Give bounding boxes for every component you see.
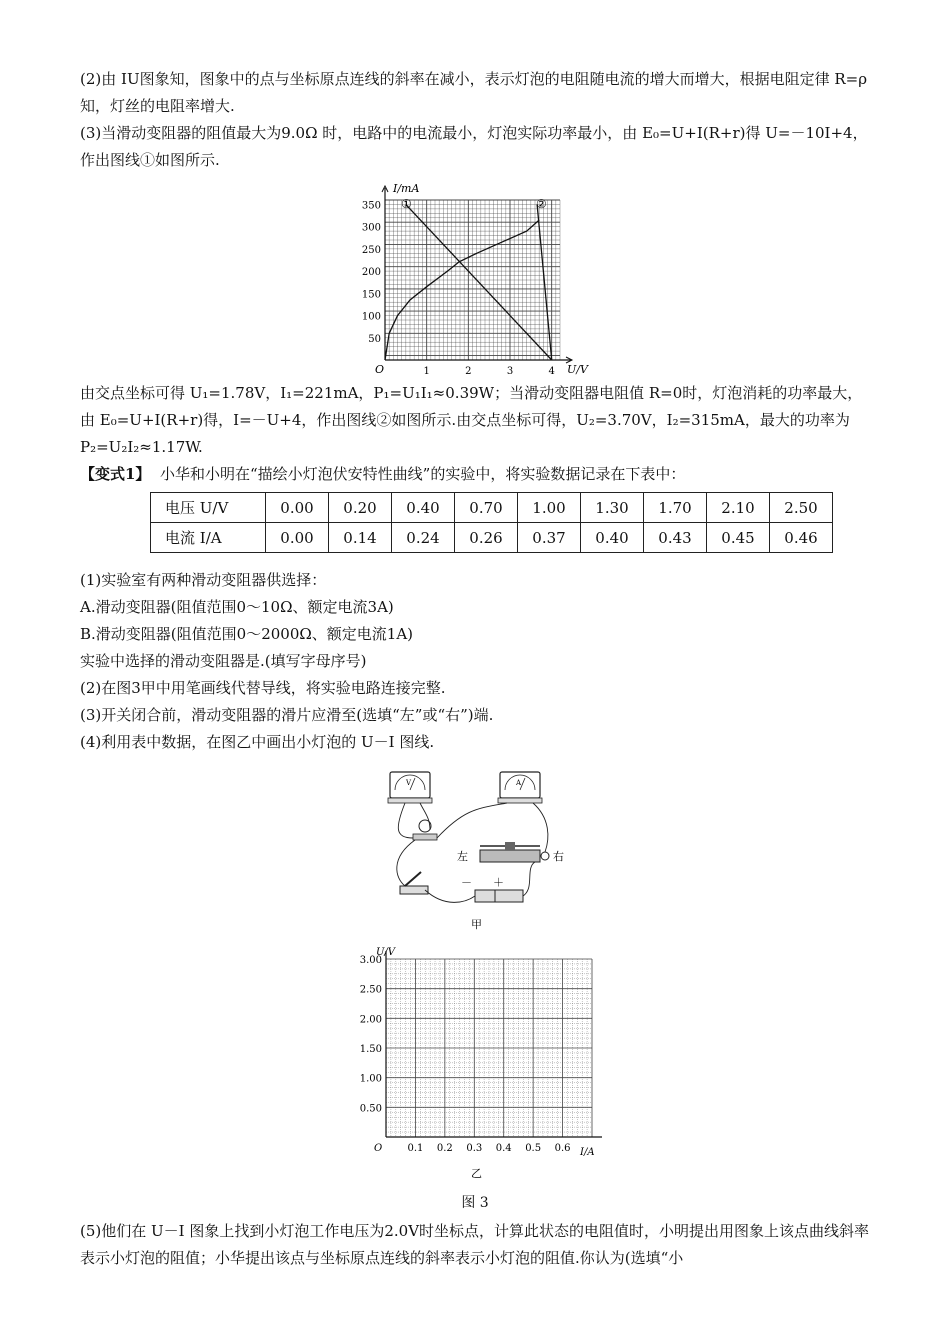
paragraph-3: (3)当滑动变阻器的阻值最大为9.0Ω 时，电路中的电流最小，灯泡实际功率最小，由 E₀=U+I(R+r)得 U=－10I+4，作出图线①如图所示. [80,124,868,169]
question-2: (2)在图3甲中用笔画线代替导线，将实验电路连接完整. [80,679,446,697]
table-cell: 2.10 [707,493,770,523]
table-cell: 1.70 [644,493,707,523]
table-cell: 0.70 [455,493,518,523]
table-cell: 0.20 [329,493,392,523]
paragraph-2: (2)由 IU图象知，图象中的点与坐标原点连线的斜率在减小，表示灯泡的电阻随电流的增大而增大，根据电阻定律 R=ρ 知，灯丝的电阻率增大. [80,70,868,115]
table-head-voltage: 电压 U/V [151,493,266,523]
document-body-3 [80,1218,875,1272]
table-cell: 1.00 [518,493,581,523]
table-cell: 0.40 [392,493,455,523]
voltmeter-label: V [406,779,412,787]
option-b: B.滑动变阻器(阻值范围0～2000Ω、额定电流1A) [80,625,414,643]
question-3: (3)开关闭合前，滑动变阻器的滑片应滑至(选填“左”或“右”)端. [80,706,494,724]
y-tick-label: 2.50 [359,984,382,996]
ui-grid-chart [348,945,608,1194]
variant-intro [80,461,875,488]
battery-plus: ＋ [493,876,504,889]
voltmeter [388,772,432,803]
ui-chart-caption: 乙 [471,1167,482,1180]
table-cell: 0.00 [266,523,329,553]
x-tick-label: 0.2 [436,1143,453,1154]
document-body-2 [80,380,875,756]
y-tick-label: 0.50 [359,1103,382,1115]
x-tick-label: 4 [548,366,555,377]
y-tick-label: 1.50 [359,1044,382,1055]
y-tick-label: 1.00 [359,1073,382,1085]
table-cell: 0.24 [392,523,455,553]
rheostat-right-label: 右 [553,850,564,863]
rheostat-left-label: 左 [457,850,468,863]
x-tick-label: 0.5 [525,1143,542,1154]
ui-chart-ylabel: U/V [376,947,396,958]
figure-caption-wrap [0,1192,950,1212]
table-cell: 0.46 [770,523,833,553]
question-1: (1)实验室有两种滑动变阻器供选择： [80,571,327,589]
option-a: A.滑动变阻器(阻值范围0～10Ω、额定电流3A) [80,598,394,616]
y-tick-label: 2.00 [359,1014,382,1026]
curve-1-marker: ① [401,197,412,211]
y-tick-label: 350 [361,200,381,212]
x-tick-label: 0.3 [466,1143,483,1154]
ui-grid-svg [348,945,608,1190]
circuit-caption: 甲 [471,918,482,931]
table-row-current [151,523,833,553]
rheostat-icon [480,842,549,862]
table-cell: 0.00 [266,493,329,523]
x-tick-label: 0.4 [495,1143,512,1154]
y-tick-label: 50 [368,333,381,345]
table-cell: 2.50 [770,493,833,523]
table-cell: 0.26 [455,523,518,553]
ui-chart-origin: O [374,1143,383,1154]
table-cell: 0.37 [518,523,581,553]
question-1b: 实验中选择的滑动变阻器是.(填写字母序号) [80,652,367,670]
table-cell: 0.14 [329,523,392,553]
y-tick-label: 3.00 [359,955,382,966]
ammeter-label: A [516,779,522,787]
battery-icon [475,890,523,902]
question-5: (5)他们在 U－I 图象上找到小灯泡工作电压为2.0V时坐标点，计算此状态的电阻值时，小明提出用图象上该点曲线斜率表示小灯泡的阻值；小华提出该点与坐标原点连线的斜率表示小灯泡的阻值.你认为(选填“小 [80,1222,870,1267]
x-tick-label: 1 [423,366,430,377]
document-body [80,66,875,174]
iu-chart-ylabel: I/mA [393,182,420,195]
table-cell: 0.40 [581,523,644,553]
x-tick-label: 0.1 [407,1143,424,1154]
x-tick-label: 2 [465,366,472,377]
iu-chart-xlabel: U/V [567,363,588,376]
bulb-icon [413,820,437,840]
circuit-svg [385,768,575,938]
table-row-voltage [151,493,833,523]
y-tick-label: 100 [361,311,381,323]
circuit-figure [385,768,575,942]
table-head-current: 电流 I/A [151,523,266,553]
table-cell: 1.30 [581,493,644,523]
variant-text: 小华和小明在“描绘小灯泡伏安特性曲线”的实验中，将实验数据记录在下表中： [159,465,686,483]
y-tick-label: 200 [361,267,381,279]
data-table [150,492,833,553]
ammeter [498,772,542,803]
y-tick-label: 250 [361,244,381,256]
switch-icon [400,872,428,894]
iu-chart [345,180,605,384]
iu-chart-svg [345,180,605,380]
table-cell: 0.45 [707,523,770,553]
iu-chart-origin: O [375,363,385,376]
series-line-0 [385,220,539,360]
x-tick-label: 3 [506,366,514,377]
y-tick-label: 300 [361,222,381,234]
question-4: (4)利用表中数据，在图乙中画出小灯泡的 U－I 图线. [80,733,435,751]
x-tick-label: 0.6 [554,1143,571,1154]
battery-minus: － [461,876,472,889]
y-tick-label: 150 [361,289,381,301]
curve-2-marker: ② [536,197,547,211]
ui-chart-xlabel: I/A [580,1147,595,1158]
figure-caption: 图 3 [461,1195,489,1211]
paragraph-result: 由交点坐标可得 U₁=1.78V，I₁=221mA，P₁=U₁I₁≈0.39W；当滑动变阻器电阻值 R=0时，灯泡消耗的功率最大，由 E₀=U+I(R+r)得，I=－U+4，作出图线②如图所示.由交点坐标可得，U₂=3.70V，I₂=315mA，最大的功率为 P₂=U₂I₂≈1.17W. [80,384,863,456]
variant-tag: 【变式1】 [80,465,151,483]
table-cell: 0.43 [644,523,707,553]
